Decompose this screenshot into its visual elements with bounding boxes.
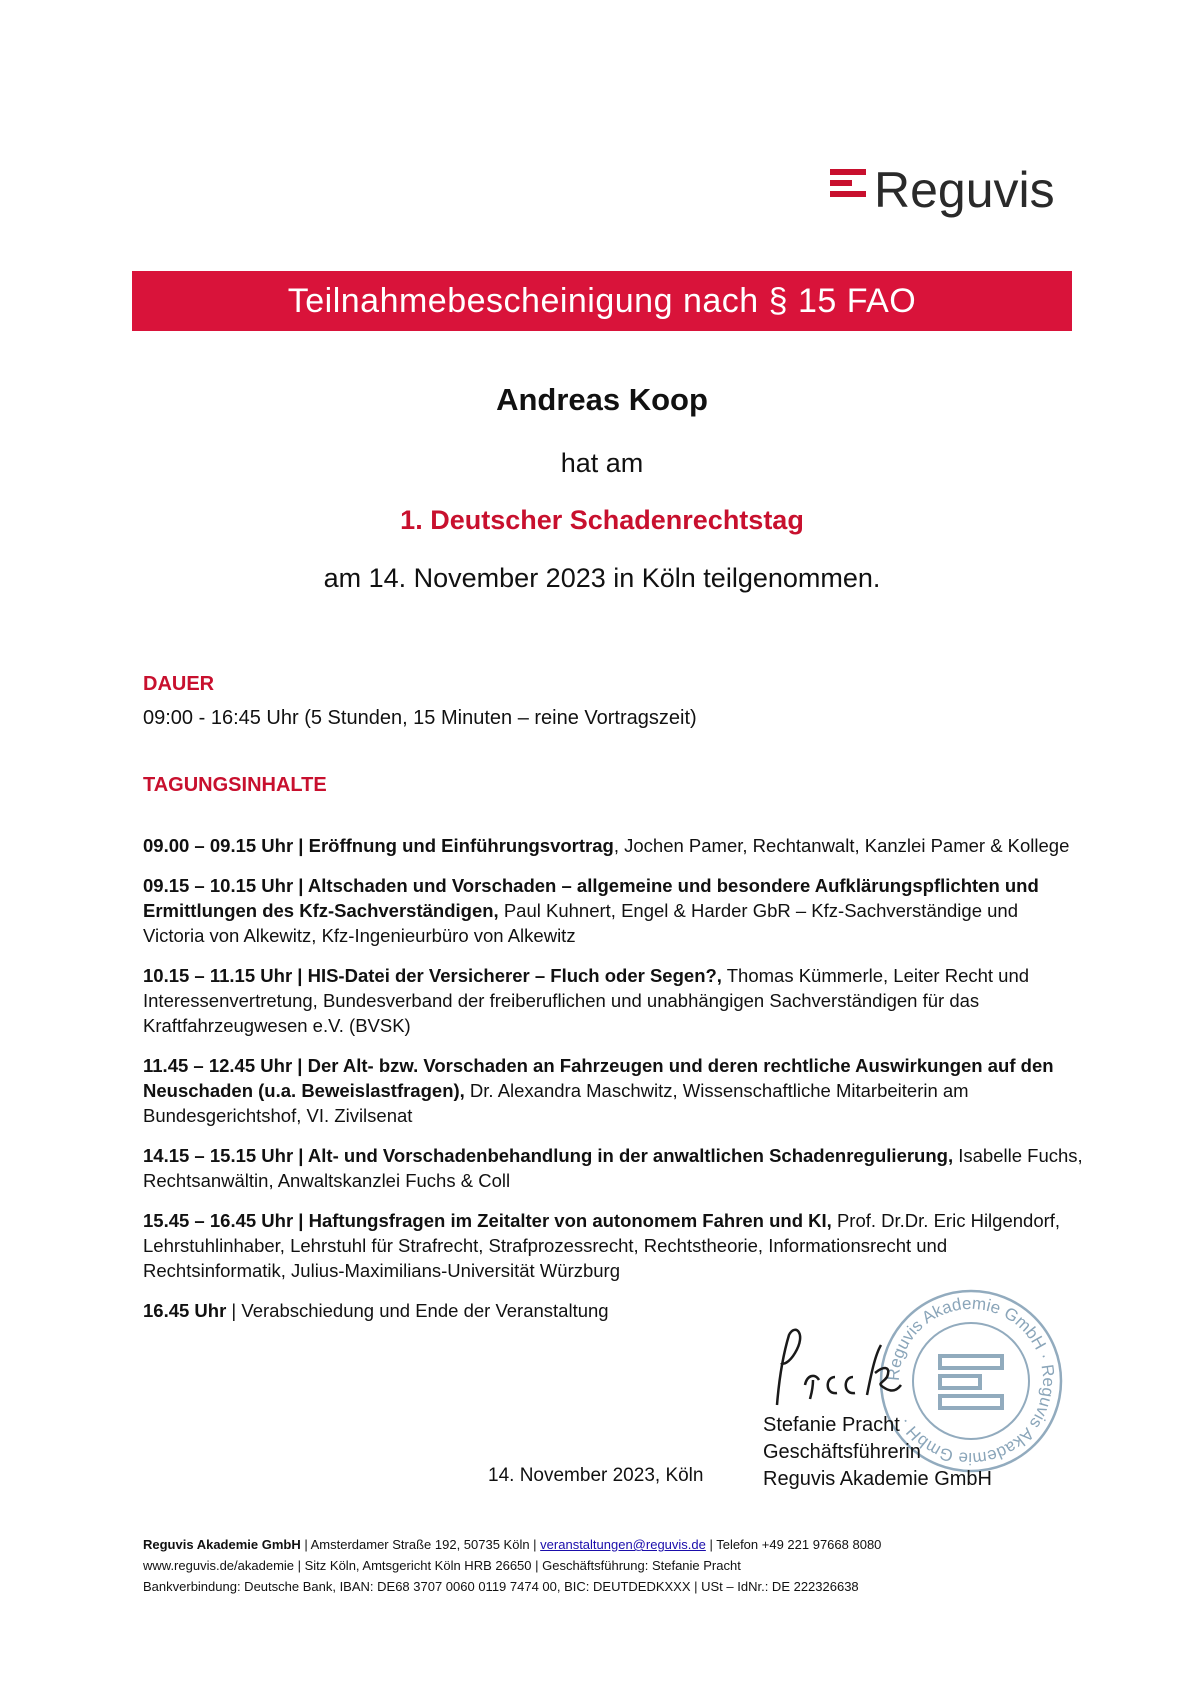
signer-block	[763, 1412, 992, 1493]
certificate-title-banner: Teilnahmebescheinigung nach § 15 FAO	[132, 271, 1072, 331]
footer-line-1: Reguvis Akademie GmbH | Amsterdamer Straße 192, 50735 Köln | veranstaltungen@reguvis.de | Telefon +49 221 97668 8080	[143, 1537, 882, 1552]
reguvis-logo	[830, 160, 1055, 220]
svg-text:Reguvis Akademie GmbH · Reguvi: Reguvis Akademie GmbH · Reguvis Akademie GmbH ·	[883, 1293, 1059, 1469]
tagungsinhalte-heading: TAGUNGSINHALTE	[143, 774, 327, 796]
agenda-item: 11.45 – 12.45 Uhr | Der Alt- bzw. Vorschaden an Fahrzeugen und deren rechtliche Auswirkungen auf den Neuschaden (u.a. Beweislastfragen), Dr. Alexandra Maschwitz, Wissenschaftliche Mitarbeiterin am Bundesgerichtshof, VI. Zivilsenat	[143, 1055, 1054, 1126]
signer-name: Stefanie Pracht	[763, 1414, 900, 1436]
event-date-line: am 14. November 2023 in Köln teilgenommen.	[323, 563, 881, 593]
dauer-heading: DAUER	[143, 673, 215, 695]
footer-line-2: www.reguvis.de/akademie | Sitz Köln, Amtsgericht Köln HRB 26650 | Geschäftsführung: Stefanie Pracht	[143, 1558, 741, 1573]
agenda-item: 14.15 – 15.15 Uhr | Alt- und Vorschadenbehandlung in der anwaltlichen Schadenregulierung, Isabelle Fuchs, Rechtsanwältin, Anwaltskanzlei Fuchs & Coll	[143, 1145, 1083, 1191]
footer	[143, 1534, 881, 1597]
handwritten-signature-icon	[755, 1325, 955, 1415]
agenda-item: 09.00 – 09.15 Uhr | Eröffnung und Einführungsvortrag, Jochen Pamer, Rechtanwalt, Kanzlei Pamer & Kollege	[143, 835, 1070, 856]
footer-line-3: Bankverbindung: Deutsche Bank, IBAN: DE68 3707 0060 0119 7474 00, BIC: DEUTDEDKXXX | USt – IdNr.: DE 222326638	[143, 1579, 859, 1594]
signer-company: Reguvis Akademie GmbH	[763, 1468, 992, 1490]
participant-name: Andreas Koop	[496, 382, 708, 417]
logo-text: Reguvis	[874, 162, 1055, 218]
agenda-item: 16.45 Uhr | Verabschiedung und Ende der Veranstaltung	[143, 1300, 609, 1321]
agenda-item: 10.15 – 11.15 Uhr | HIS-Datei der Versicherer – Fluch oder Segen?, Thomas Kümmerle, Leiter Recht und Interessenvertretung, Bundesverband der freiberuflichen und unabhängigen Sachverständigen für das Kraftfahrzeugwesen e.V. (BVSK)	[143, 965, 1030, 1036]
agenda-item: 09.15 – 10.15 Uhr | Altschaden und Vorschaden – allgemeine und besondere Aufklärungspflichten und Ermittlungen des Kfz-Sachverständigen, Paul Kuhnert, Engel & Harder GbR – Kfz-Sachverständige und Victoria von Alkewitz, Kfz-Ingenieurbüro von Alkewitz	[143, 875, 1039, 946]
dauer-text: 09:00 - 16:45 Uhr (5 Stunden, 15 Minuten – reine Vortragszeit)	[143, 707, 697, 729]
signer-role: Geschäftsführerin	[763, 1441, 921, 1463]
reguvis-logo-mark-icon	[830, 169, 866, 199]
footer-company: Reguvis Akademie GmbH	[143, 1537, 301, 1552]
intro-text: hat am	[560, 448, 644, 478]
agenda-list	[143, 833, 1083, 1338]
footer-email-link[interactable]: veranstaltungen@reguvis.de	[540, 1537, 706, 1552]
place-and-date: 14. November 2023, Köln	[488, 1465, 704, 1486]
agenda-item: 15.45 – 16.45 Uhr | Haftungsfragen im Zeitalter von autonomem Fahren und KI, Prof. Dr.Dr. Eric Hilgendorf, Lehrstuhlinhaber, Lehrstuhl für Strafrecht, Strafprozessrecht, Rechtstheorie, Informationsrecht und Rechtsinformatik, Julius-Maximilians-Universität Würzburg	[143, 1210, 1061, 1281]
event-title: 1. Deutscher Schadenrechtstag	[400, 505, 804, 535]
